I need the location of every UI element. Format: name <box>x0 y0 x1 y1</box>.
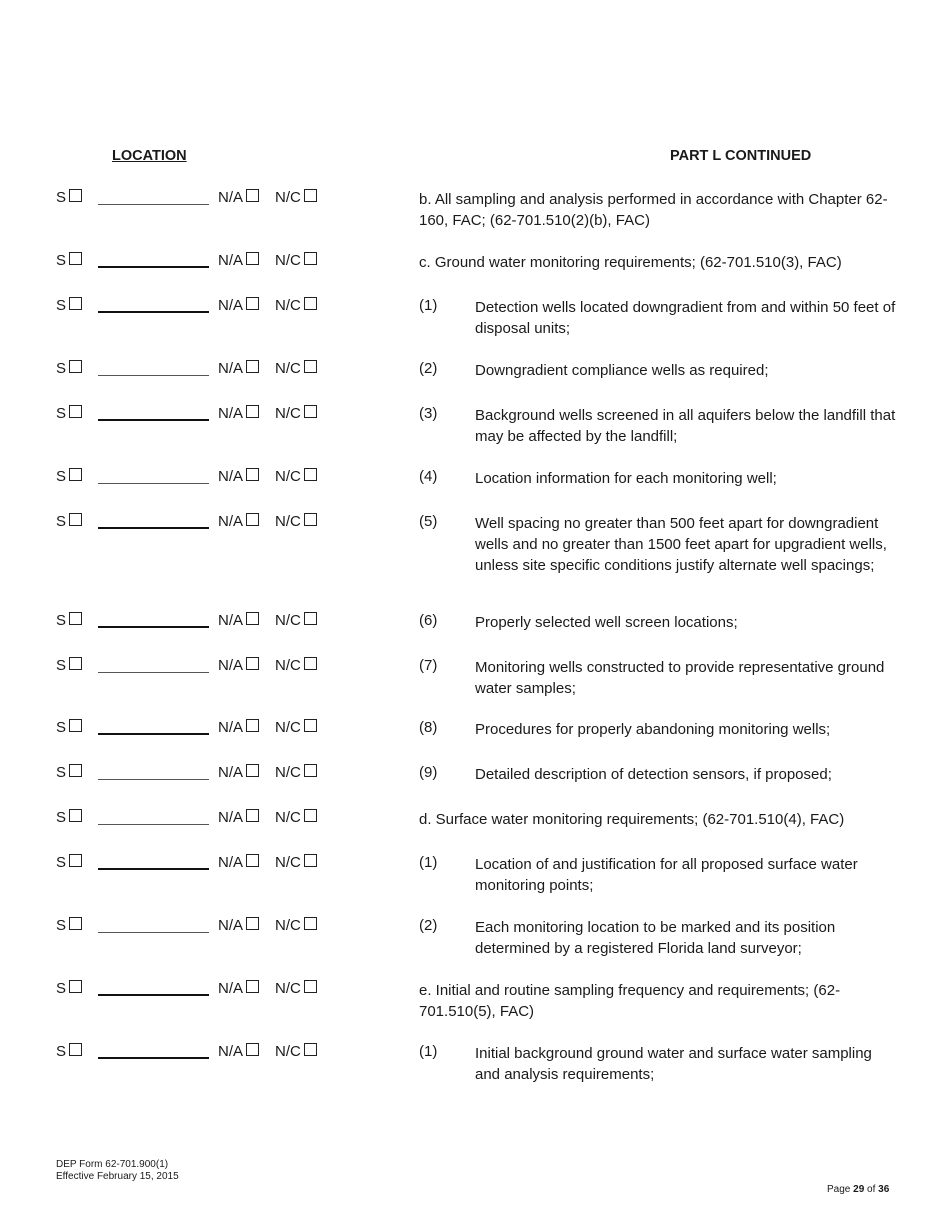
item-text: Initial background ground water and surface water sampling and analysis requirements; <box>475 1045 872 1083</box>
s-label: S <box>56 189 67 206</box>
na-label: N/A <box>218 513 244 530</box>
na-checkbox[interactable] <box>246 612 259 625</box>
nc-option <box>275 719 317 736</box>
item-text: Properly selected well screen locations; <box>475 614 738 631</box>
s-label: S <box>56 252 67 269</box>
na-label: N/A <box>218 854 244 871</box>
na-option <box>218 719 259 736</box>
section-text: d. Surface water monitoring requirements; (62-701.510(4), FAC) <box>419 811 845 828</box>
item-number: (6) <box>419 612 438 629</box>
na-label: N/A <box>218 764 244 781</box>
nc-checkbox[interactable] <box>304 657 317 670</box>
na-label: N/A <box>218 809 244 826</box>
na-label: N/A <box>218 468 244 485</box>
nc-checkbox[interactable] <box>304 917 317 930</box>
s-checkbox[interactable] <box>69 764 82 777</box>
s-label: S <box>56 917 67 934</box>
page-number: Page 29 of 36 <box>827 1184 890 1195</box>
location-blank-field[interactable] <box>98 311 209 313</box>
nc-option <box>275 189 317 206</box>
location-blank-field[interactable] <box>98 483 209 484</box>
s-option <box>56 405 82 422</box>
nc-option <box>275 809 317 826</box>
nc-label: N/C <box>275 764 301 781</box>
nc-label: N/C <box>275 513 301 530</box>
item-text: Location of and justification for all proposed surface water monitoring points; <box>475 856 858 894</box>
s-option <box>56 980 82 997</box>
s-checkbox[interactable] <box>69 917 82 930</box>
s-label: S <box>56 657 67 674</box>
s-label: S <box>56 764 67 781</box>
section-text: b. All sampling and analysis performed in accordance with Chapter 62-160, FAC; (62-701.510(2)(b), FAC) <box>419 191 888 229</box>
nc-label: N/C <box>275 657 301 674</box>
s-checkbox[interactable] <box>69 980 82 993</box>
s-label: S <box>56 360 67 377</box>
na-checkbox[interactable] <box>246 854 259 867</box>
s-label: S <box>56 854 67 871</box>
item-text: Location information for each monitoring well; <box>475 470 777 487</box>
nc-option <box>275 980 317 997</box>
nc-option <box>275 1043 317 1060</box>
na-checkbox[interactable] <box>246 764 259 777</box>
na-option <box>218 809 259 826</box>
nc-label: N/C <box>275 297 301 314</box>
nc-option <box>275 297 317 314</box>
nc-option <box>275 917 317 934</box>
na-label: N/A <box>218 405 244 422</box>
na-label: N/A <box>218 719 244 736</box>
location-header: LOCATION <box>112 148 187 164</box>
na-option <box>218 764 259 781</box>
na-checkbox[interactable] <box>246 917 259 930</box>
s-checkbox[interactable] <box>69 297 82 310</box>
nc-checkbox[interactable] <box>304 252 317 265</box>
na-checkbox[interactable] <box>246 360 259 373</box>
na-label: N/A <box>218 612 244 629</box>
nc-label: N/C <box>275 189 301 206</box>
nc-option <box>275 405 317 422</box>
form-number: DEP Form 62-701.900(1) <box>56 1159 169 1170</box>
na-checkbox[interactable] <box>246 252 259 265</box>
location-blank-field[interactable] <box>98 527 209 529</box>
s-checkbox[interactable] <box>69 189 82 202</box>
nc-option <box>275 612 317 629</box>
location-blank-field[interactable] <box>98 672 209 673</box>
nc-checkbox[interactable] <box>304 980 317 993</box>
s-option <box>56 764 82 781</box>
location-blank-field[interactable] <box>98 419 209 421</box>
na-label: N/A <box>218 252 244 269</box>
item-number: (5) <box>419 513 438 530</box>
na-option <box>218 468 259 485</box>
s-label: S <box>56 513 67 530</box>
location-blank-field[interactable] <box>98 932 209 933</box>
na-option <box>218 917 259 934</box>
s-checkbox[interactable] <box>69 854 82 867</box>
nc-checkbox[interactable] <box>304 297 317 310</box>
s-option <box>56 657 82 674</box>
nc-label: N/C <box>275 854 301 871</box>
s-option <box>56 809 82 826</box>
s-checkbox[interactable] <box>69 719 82 732</box>
item-text: Detailed description of detection sensors, if proposed; <box>475 766 832 783</box>
nc-checkbox[interactable] <box>304 1043 317 1056</box>
nc-checkbox[interactable] <box>304 468 317 481</box>
na-option <box>218 657 259 674</box>
s-label: S <box>56 719 67 736</box>
s-checkbox[interactable] <box>69 657 82 670</box>
na-checkbox[interactable] <box>246 297 259 310</box>
nc-label: N/C <box>275 1043 301 1060</box>
s-checkbox[interactable] <box>69 360 82 373</box>
s-label: S <box>56 809 67 826</box>
na-option <box>218 1043 259 1060</box>
nc-label: N/C <box>275 917 301 934</box>
nc-label: N/C <box>275 360 301 377</box>
s-option <box>56 297 82 314</box>
nc-option <box>275 468 317 485</box>
item-number: (9) <box>419 764 438 781</box>
s-checkbox[interactable] <box>69 252 82 265</box>
nc-checkbox[interactable] <box>304 360 317 373</box>
na-label: N/A <box>218 1043 244 1060</box>
s-option <box>56 1043 82 1060</box>
s-label: S <box>56 468 67 485</box>
nc-option <box>275 252 317 269</box>
s-label: S <box>56 297 67 314</box>
location-blank-field[interactable] <box>98 779 209 780</box>
item-text: Each monitoring location to be marked and its position determined by a registered Florida land surveyor; <box>475 919 836 957</box>
na-checkbox[interactable] <box>246 980 259 993</box>
location-blank-field[interactable] <box>98 626 209 628</box>
item-number: (2) <box>419 917 438 934</box>
item-number: (4) <box>419 468 438 485</box>
nc-checkbox[interactable] <box>304 809 317 822</box>
na-option <box>218 612 259 629</box>
s-option <box>56 917 82 934</box>
nc-checkbox[interactable] <box>304 189 317 202</box>
nc-label: N/C <box>275 468 301 485</box>
s-label: S <box>56 980 67 997</box>
nc-option <box>275 360 317 377</box>
s-option <box>56 513 82 530</box>
s-option <box>56 719 82 736</box>
nc-label: N/C <box>275 405 301 422</box>
item-text: Procedures for properly abandoning monitoring wells; <box>475 721 831 738</box>
item-text: Monitoring wells constructed to provide representative ground water samples; <box>475 659 885 697</box>
item-text: Downgradient compliance wells as required; <box>475 362 769 379</box>
s-checkbox[interactable] <box>69 468 82 481</box>
form-footer <box>56 1159 179 1183</box>
nc-label: N/C <box>275 980 301 997</box>
na-checkbox[interactable] <box>246 513 259 526</box>
section-text: e. Initial and routine sampling frequency and requirements; (62-701.510(5), FAC) <box>419 982 841 1020</box>
location-blank-field[interactable] <box>98 994 209 996</box>
na-option <box>218 189 259 206</box>
effective-date: Effective February 15, 2015 <box>56 1171 179 1182</box>
s-option <box>56 612 82 629</box>
item-number: (2) <box>419 360 438 377</box>
item-text: Well spacing no greater than 500 feet apart for downgradient wells and no greater than 1500 feet apart for upgradient wells, unless site specific conditions justify alternate well spacings; <box>475 515 887 574</box>
part-header: PART L CONTINUED <box>670 148 812 164</box>
item-number: (8) <box>419 719 438 736</box>
na-option <box>218 513 259 530</box>
location-blank-field[interactable] <box>98 266 209 268</box>
location-blank-field[interactable] <box>98 375 209 376</box>
s-checkbox[interactable] <box>69 612 82 625</box>
na-option <box>218 297 259 314</box>
s-checkbox[interactable] <box>69 809 82 822</box>
s-option <box>56 468 82 485</box>
na-checkbox[interactable] <box>246 189 259 202</box>
na-label: N/A <box>218 657 244 674</box>
location-blank-field[interactable] <box>98 733 209 735</box>
nc-label: N/C <box>275 809 301 826</box>
s-checkbox[interactable] <box>69 1043 82 1056</box>
nc-checkbox[interactable] <box>304 405 317 418</box>
section-text: c. Ground water monitoring requirements; (62-701.510(3), FAC) <box>419 254 842 271</box>
nc-checkbox[interactable] <box>304 854 317 867</box>
item-number: (1) <box>419 1043 438 1060</box>
nc-option <box>275 657 317 674</box>
na-label: N/A <box>218 189 244 206</box>
item-text: Background wells screened in all aquifers below the landfill that may be affected by the landfill; <box>475 407 896 445</box>
na-label: N/A <box>218 360 244 377</box>
nc-option <box>275 764 317 781</box>
s-option <box>56 252 82 269</box>
nc-option <box>275 513 317 530</box>
na-checkbox[interactable] <box>246 468 259 481</box>
nc-option <box>275 854 317 871</box>
na-checkbox[interactable] <box>246 1043 259 1056</box>
location-blank-field[interactable] <box>98 204 209 205</box>
item-number: (1) <box>419 297 438 314</box>
item-number: (3) <box>419 405 438 422</box>
location-blank-field[interactable] <box>98 824 209 825</box>
na-option <box>218 854 259 871</box>
nc-label: N/C <box>275 612 301 629</box>
item-text: Detection wells located downgradient from and within 50 feet of disposal units; <box>475 299 896 337</box>
na-option <box>218 980 259 997</box>
nc-checkbox[interactable] <box>304 764 317 777</box>
s-label: S <box>56 612 67 629</box>
item-number: (1) <box>419 854 438 871</box>
s-checkbox[interactable] <box>69 513 82 526</box>
nc-label: N/C <box>275 719 301 736</box>
nc-checkbox[interactable] <box>304 612 317 625</box>
s-label: S <box>56 405 67 422</box>
nc-checkbox[interactable] <box>304 513 317 526</box>
location-blank-field[interactable] <box>98 868 209 870</box>
na-checkbox[interactable] <box>246 719 259 732</box>
na-option <box>218 405 259 422</box>
s-checkbox[interactable] <box>69 405 82 418</box>
na-label: N/A <box>218 297 244 314</box>
na-label: N/A <box>218 980 244 997</box>
s-option <box>56 854 82 871</box>
item-number: (7) <box>419 657 438 674</box>
nc-checkbox[interactable] <box>304 719 317 732</box>
nc-label: N/C <box>275 252 301 269</box>
na-checkbox[interactable] <box>246 405 259 418</box>
s-label: S <box>56 1043 67 1060</box>
location-blank-field[interactable] <box>98 1057 209 1059</box>
na-option <box>218 360 259 377</box>
na-label: N/A <box>218 917 244 934</box>
na-checkbox[interactable] <box>246 657 259 670</box>
na-option <box>218 252 259 269</box>
s-option <box>56 360 82 377</box>
s-option <box>56 189 82 206</box>
na-checkbox[interactable] <box>246 809 259 822</box>
